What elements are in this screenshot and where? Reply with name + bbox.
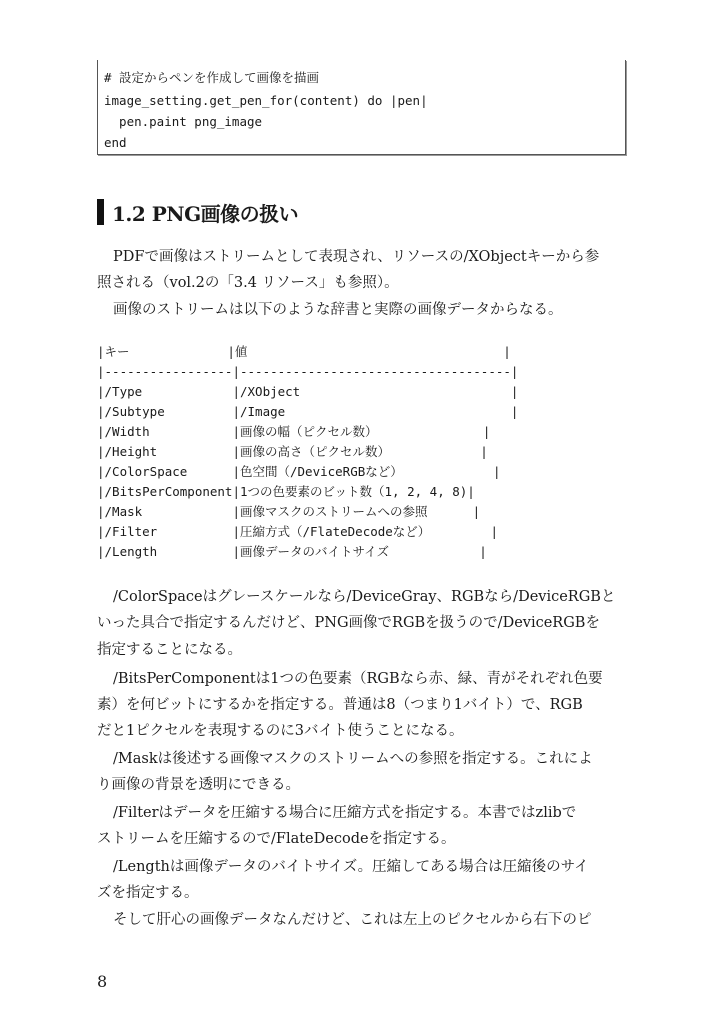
paragraph-line: り画像の背景を透明にできる。 — [97, 777, 300, 793]
code-line: pen.paint png_image — [104, 114, 263, 129]
paragraph-line: /ColorSpaceはグレースケールなら/DeviceGray、RGBなら/DeviceRGBと — [113, 589, 616, 605]
paragraph-line: /Filterはデータを圧縮する場合に圧縮方式を指定する。本書ではzlibで — [113, 805, 577, 821]
table-row: |/BitsPerComponent|1つの色要素のビット数（1, 2, 4, 8)| — [97, 484, 475, 499]
paragraph-line: ズを指定する。 — [97, 885, 199, 901]
table-row: |/Width |画像の幅（ピクセル数） | — [97, 424, 491, 439]
paragraph-line: /Maskは後述する画像マスクのストリームへの参照を指定する。これによ — [113, 751, 593, 767]
table-row: |-----------------|------------------------------------| — [97, 364, 519, 379]
table-row: |キー |値 | — [97, 344, 511, 359]
table-row: |/Length |画像データのバイトサイズ | — [97, 544, 487, 559]
paragraph-line: /BitsPerComponentは1つの色要素（RGBなら赤、緑、青がそれぞれ色要 — [113, 671, 603, 687]
paragraph-line: そして肝心の画像データなんだけど、これは左上のピクセルから右下のピ — [113, 912, 592, 928]
paragraph-line: 素）を何ビットにするかを指定する。普通は8（つまり1バイト）で、RGB — [97, 697, 583, 713]
code-line: image_setting.get_pen_for(content) do |pen| — [104, 93, 428, 108]
paragraph-line: いった具合で指定するんだけど、PNG画像でRGBを扱うので/DeviceRGBを — [97, 615, 600, 631]
section-title: 1.2 PNG画像の扱い — [112, 201, 299, 226]
paragraph-line: ストリームを圧縮するので/FlateDecodeを指定する。 — [97, 831, 456, 847]
paragraph-line: 指定することになる。 — [97, 642, 242, 658]
table-row: |/Height |画像の高さ（ピクセル数） | — [97, 444, 488, 459]
table-row: |/Type |/XObject | — [97, 384, 519, 399]
code-line: end — [104, 135, 127, 150]
table-row: |/Subtype |/Image | — [97, 404, 519, 419]
heading-bar — [97, 199, 104, 225]
section-heading — [97, 198, 298, 226]
paragraph-line: /Lengthは画像データのバイトサイズ。圧縮してある場合は圧縮後のサイ — [113, 859, 589, 875]
paragraph-line: 照される（vol.2の「3.4 リソース」も参照）。 — [97, 275, 399, 291]
paragraph-line: だと1ピクセルを表現するのに3バイト使うことになる。 — [97, 723, 464, 739]
paragraph-line: 画像のストリームは以下のような辞書と実際の画像データからなる。 — [113, 302, 563, 318]
table-row: |/Filter |圧縮方式（/FlateDecodeなど） | — [97, 524, 499, 539]
code-block — [97, 60, 626, 155]
page-number: 8 — [97, 972, 108, 991]
code-line: # 設定からペンを作成して画像を描画 — [104, 70, 320, 85]
paragraph-line: PDFで画像はストリームとして表現され、リソースの/XObjectキーから参 — [113, 249, 600, 265]
table-row: |/ColorSpace |色空間（/DeviceRGBなど） | — [97, 464, 501, 479]
table-row: |/Mask |画像マスクのストリームへの参照 | — [97, 504, 481, 519]
